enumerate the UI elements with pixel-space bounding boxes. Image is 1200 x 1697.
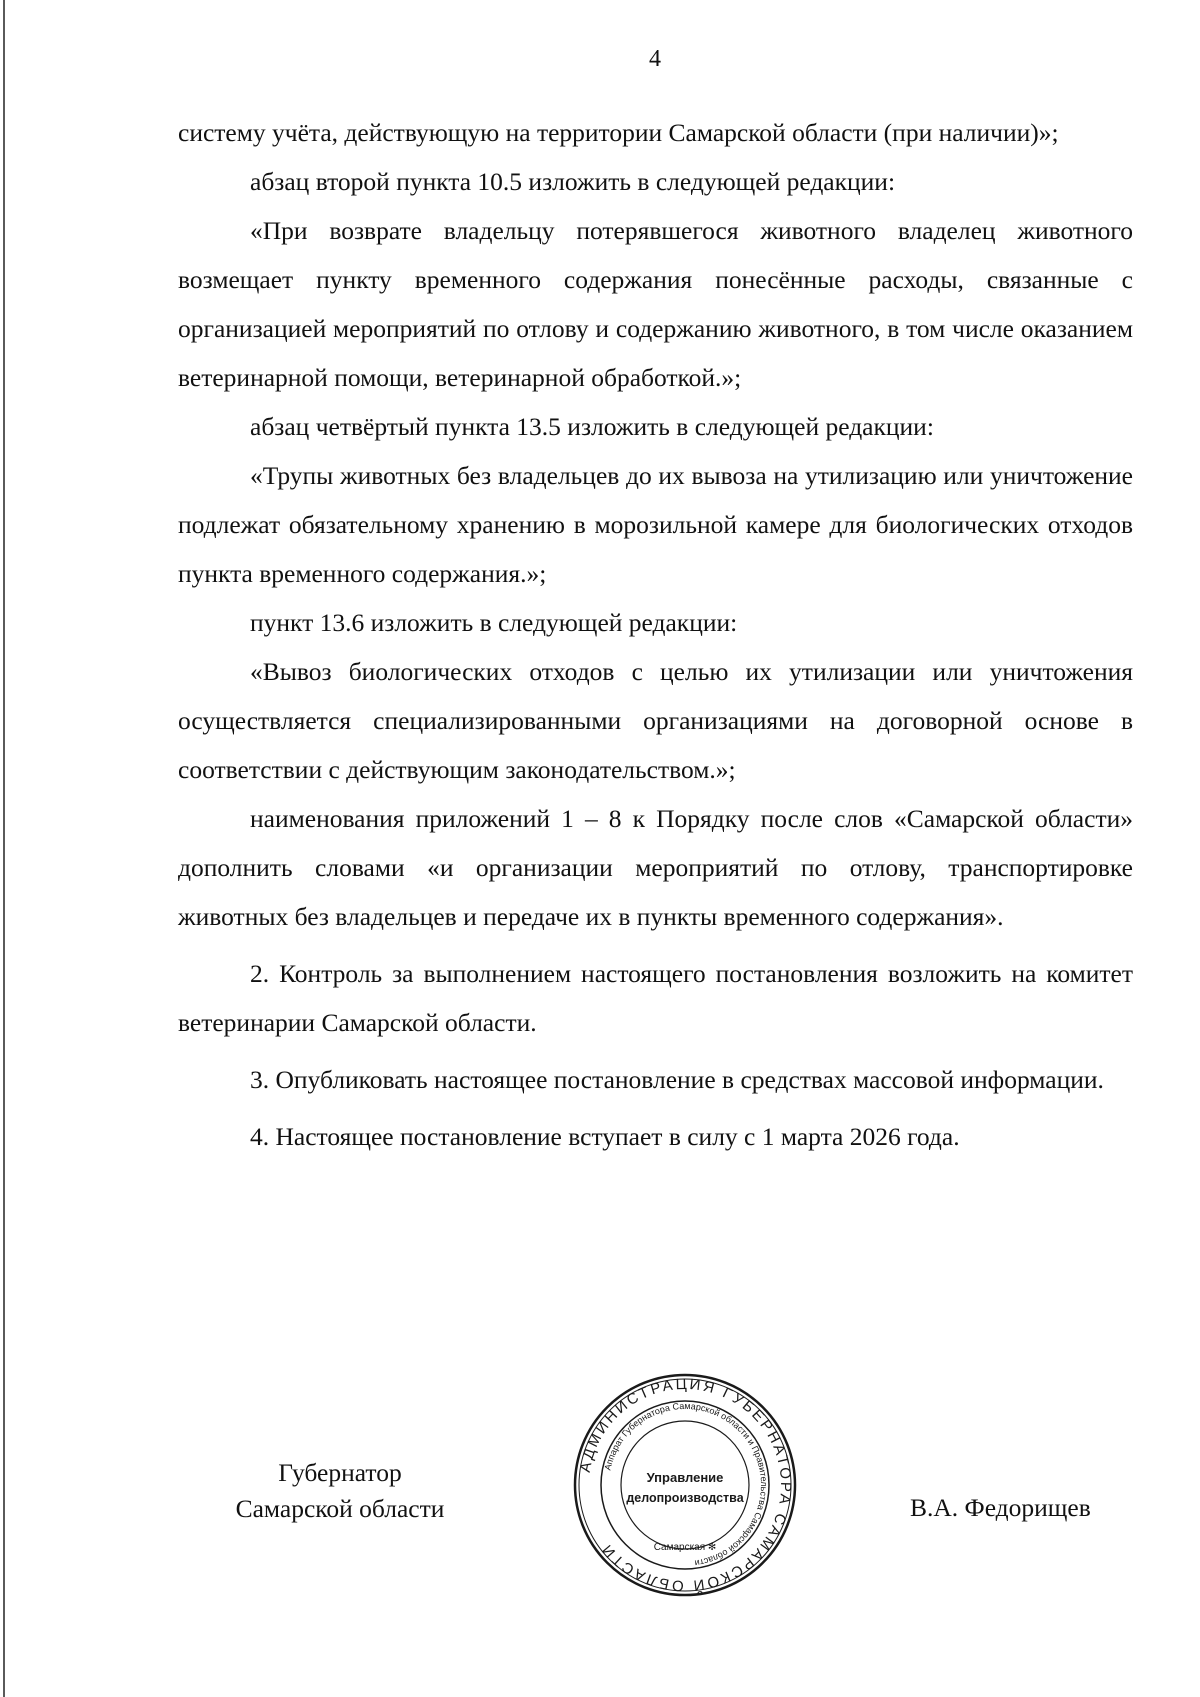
stamp-outer-text: АДМИНИСТРАЦИЯ ГУБЕРНАТОРА САМАРСКОЙ ОБЛАСТИ	[576, 1375, 795, 1595]
paragraph-clause-3: 3. Опубликовать настоящее постановление в средствах массовой информации.	[250, 1065, 1104, 1094]
paragraph-continuation: систему учёта, действующую на территории Самарской области (при наличии)»;	[178, 118, 1059, 147]
signature-title-line1: Губернатор	[278, 1458, 402, 1487]
paragraph-amend-13-5-intro: абзац четвёртый пункта 13.5 изложить в следующей редакции:	[250, 412, 934, 441]
paragraph-clause-2: 2. Контроль за выполнением настоящего постановления возложить на комитет ветеринарии Самарской области.	[178, 959, 1133, 1037]
signature-name: В.А. Федорищев	[910, 1493, 1091, 1522]
stamp-center-line1: Управление	[646, 1470, 724, 1485]
signature-title-line2: Самарской области	[235, 1494, 445, 1523]
stamp-inner-text: Аппарат Губернатора Самарской области и Правительства Самарской области	[602, 1400, 770, 1569]
paragraph-amend-13-5-text: «Трупы животных без владельцев до их вывоза на утилизацию или уничтожение подлежат обязательному хранению в морозильной камере для биологических отходов пункта временного содержания.»;	[178, 461, 1133, 588]
stamp-bottom-text: Самарская ✻	[653, 1542, 717, 1553]
stamp-inner-ring	[621, 1421, 749, 1549]
paragraph-amend-10-5-text: «При возврате владельцу потерявшегося животного владелец животного возмещает пункту временного содержания понесённые расходы, связанные с организацией мероприятий по отлову и содержанию животного, в том числе оказанием ветеринарной помощи, ветеринарной обработкой.»;	[178, 216, 1133, 392]
paragraph-clause-4: 4. Настоящее постановление вступает в силу с 1 марта 2026 года.	[250, 1122, 960, 1151]
page-number: 4	[649, 46, 661, 72]
paragraph-amend-13-6-intro: пункт 13.6 изложить в следующей редакции:	[250, 608, 738, 637]
signature-title	[205, 1455, 475, 1527]
official-stamp	[570, 1370, 800, 1600]
document-body	[178, 108, 1133, 1161]
paragraph-appendix-names: наименования приложений 1 – 8 к Порядку после слов «Самарской области» дополнить словами «и организации мероприятий по отлову, транспортировке животных без владельцев и передаче их в пункты временного содержания».	[178, 804, 1133, 931]
left-margin-rule	[3, 0, 5, 1697]
paragraph-amend-13-6-text: «Вывоз биологических отходов с целью их утилизации или уничтожения осуществляется специализированными организациями на договорной основе в соответствии с действующим законодательством.»;	[178, 657, 1133, 784]
stamp-center-line2: делопроизводства	[626, 1491, 744, 1505]
paragraph-amend-10-5-intro: абзац второй пункта 10.5 изложить в следующей редакции:	[250, 167, 896, 196]
